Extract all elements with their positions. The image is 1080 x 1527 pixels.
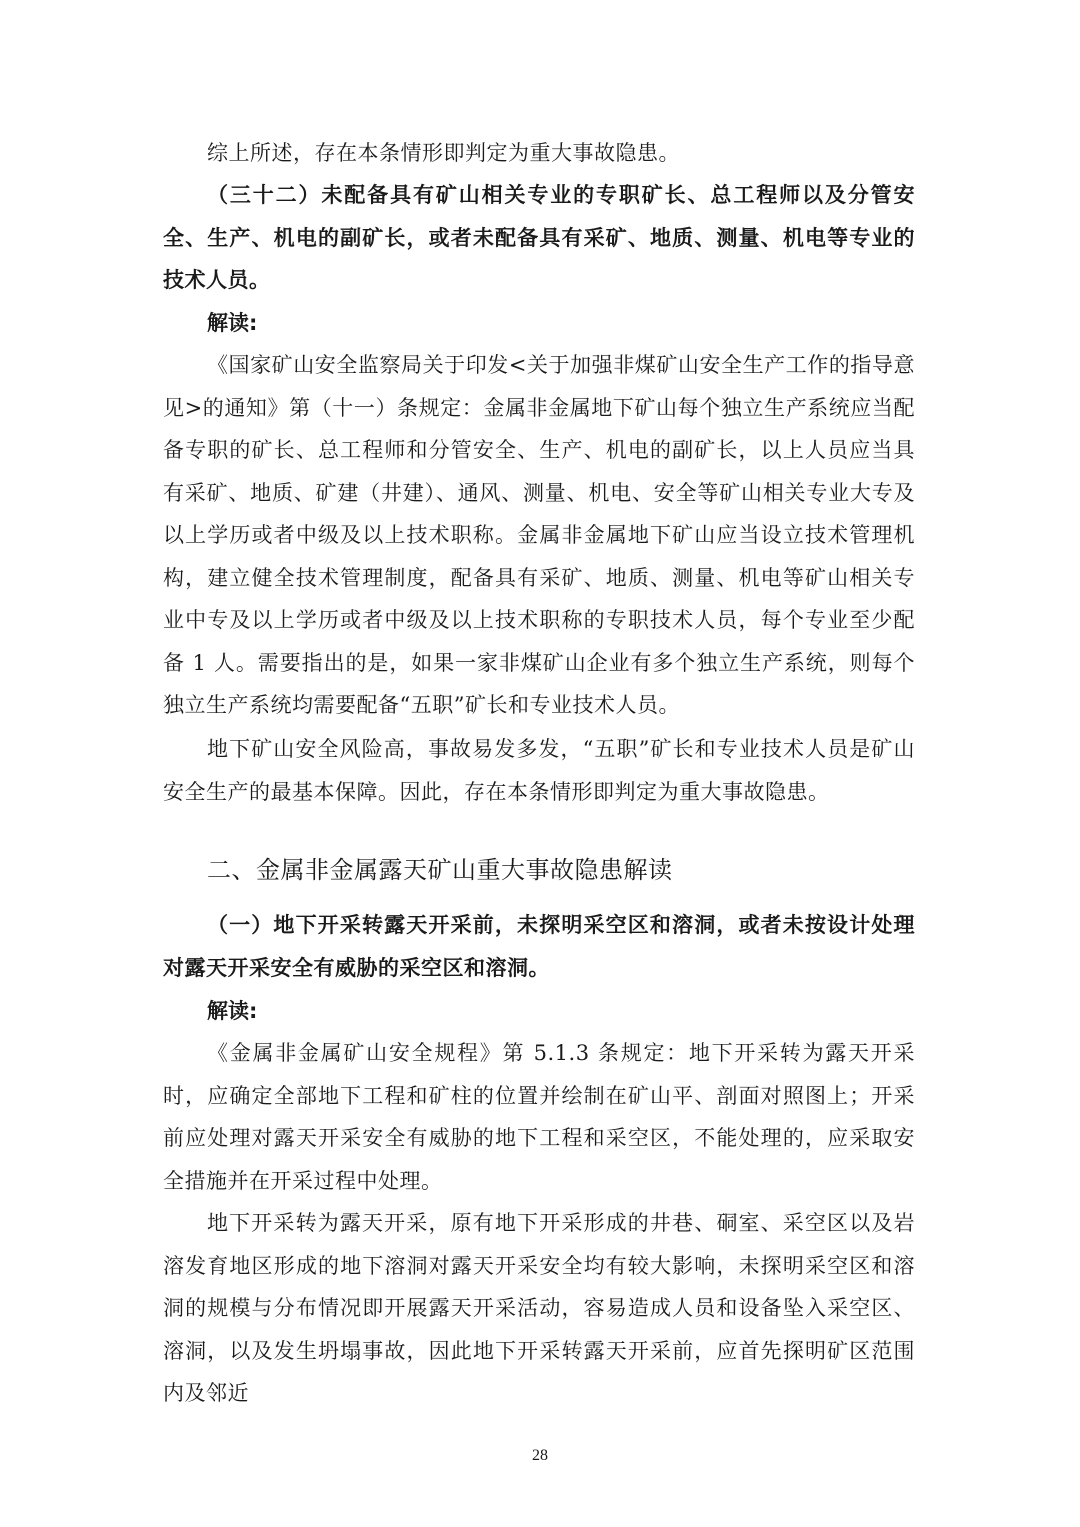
paragraph-risk-summary: 地下矿山安全风险高，事故易发多发，“五职”矿长和专业技术人员是矿山安全生产的最基本保障。因此，存在本条情形即判定为重大事故隐患。	[163, 737, 915, 804]
item-32-title: （三十二）未配备具有矿山相关专业的专职矿长、总工程师以及分管安全、生产、机电的副矿长，或者未配备具有采矿、地质、测量、机电等专业的技术人员。	[163, 183, 915, 292]
paragraph-regulation-notice: 《国家矿山安全监察局关于印发<关于加强非煤矿山安全生产工作的指导意见>的通知》第（十一）条规定：金属非金属地下矿山每个独立生产系统应当配备专职的矿长、总工程师和分管安全、生产、机电的副矿长，以上人员应当具有采矿、地质、矿建（井建）、通风、测量、机电、安全等矿山相关专业大专及以上学历或者中级及以上技术职称。金属非金属地下矿山应当设立技术管理机构，建立健全技术管理制度，配备具有采矿、地质、测量、机电等矿山相关专业中专及以上学历或者中级及以上技术职称的专职技术人员，每个专业至少配备 1 人。需要指出的是，如果一家非煤矿山企业有多个独立生产系统，则每个独立生产系统均需要配备“五职”矿长和专业技术人员。	[163, 353, 915, 717]
paragraph-conversion-risk: 地下开采转为露天开采，原有地下开采形成的井巷、硐室、采空区以及岩溶发育地区形成的地下溶洞对露天开采安全均有较大影响，未探明采空区和溶洞的规模与分布情况即开展露天开采活动，容易造成人员和设备坠入采空区、溶洞，以及发生坍塌事故，因此地下开采转露天开采前，应首先探明矿区范围内及邻近	[163, 1211, 915, 1405]
page-number: 28	[532, 1447, 548, 1464]
paragraph-conclusion: 综上所述，存在本条情形即判定为重大事故隐患。	[207, 141, 680, 165]
paragraph-safety-regulation: 《金属非金属矿山安全规程》第 5.1.3 条规定：地下开采转为露天开采时，应确定全部地下工程和矿柱的位置并绘制在矿山平、剖面对照图上；开采前应处理对露天开采安全有威胁的地下工程和采空区，不能处理的，应采取安全措施并在开采过程中处理。	[163, 1041, 915, 1193]
interpretation-label: 解读:	[207, 999, 258, 1023]
section-heading: 二、金属非金属露天矿山重大事故隐患解读	[207, 856, 673, 884]
item-1-title: （一）地下开采转露天开采前，未探明采空区和溶洞，或者未按设计处理对露天开采安全有威胁的采空区和溶洞。	[163, 913, 915, 980]
interpretation-label: 解读:	[207, 311, 258, 335]
